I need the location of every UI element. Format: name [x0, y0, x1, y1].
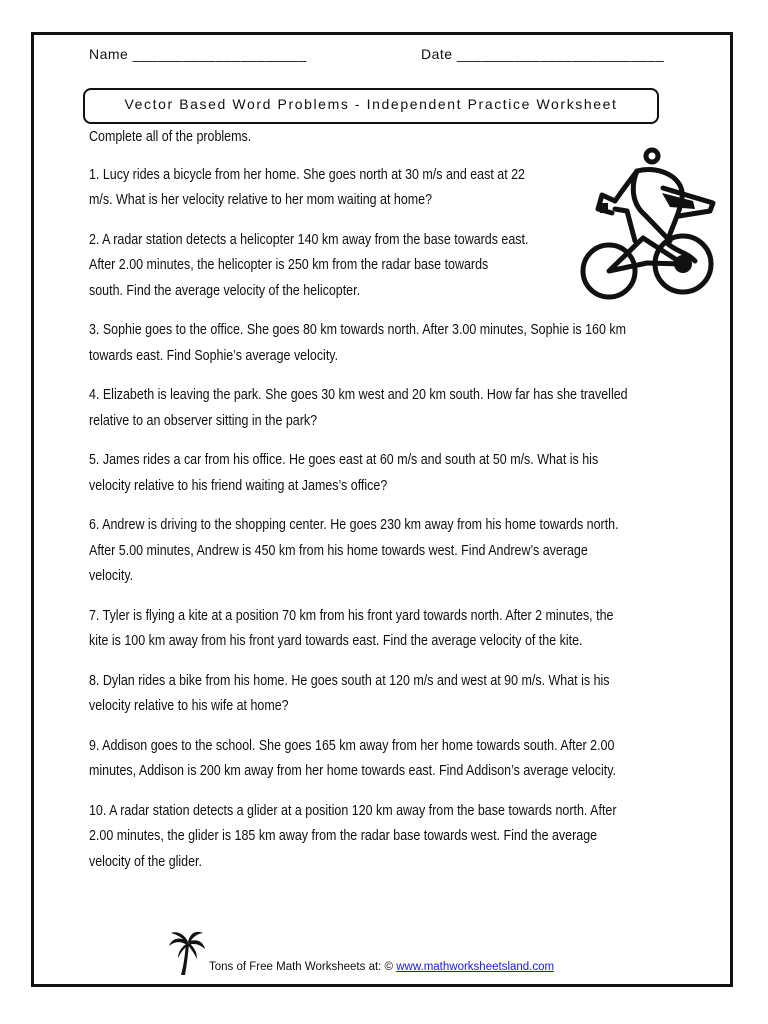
problem-7	[89, 604, 628, 655]
problem-line: relative to an observer sitting in the park?	[89, 412, 318, 429]
problem-line: 7. Tyler is flying a kite at a position 70 km from his front yard towards north. After 2 minutes, the	[89, 607, 614, 624]
footer	[168, 930, 608, 978]
problem-line: 10. A radar station detects a glider at a position 120 km away from the base towards north. After	[89, 802, 617, 819]
problem-line: towards east. Find Sophie’s average velocity.	[89, 347, 339, 364]
problem-1	[89, 163, 628, 214]
problem-5	[89, 448, 628, 499]
problem-line: velocity.	[89, 568, 134, 584]
name-field: Name _____________________	[89, 46, 307, 62]
problem-line: 4. Elizabeth is leaving the park. She goes 30 km west and 20 km south. How far has she travelled	[89, 387, 628, 403]
footer-credit: Tons of Free Math Worksheets at: ©	[209, 961, 397, 973]
problem-line: minutes, Addison is 200 km away from her home towards east. Find Addison’s average velocity.	[89, 763, 617, 779]
problem-line: After 5.00 minutes, Andrew is 450 km from his home towards west. Find Andrew’s average	[89, 542, 588, 559]
problem-3	[89, 318, 628, 369]
problem-6	[89, 513, 628, 590]
problem-line: velocity of the glider.	[89, 853, 202, 870]
problem-line: kite is 100 km away from his front yard towards east. Find the average velocity of the kite.	[89, 633, 583, 649]
problem-10	[89, 799, 628, 876]
problem-line: 2.00 minutes, the glider is 185 km away from the radar base towards west. Find the average	[89, 828, 598, 844]
palm-tree-icon	[168, 930, 206, 976]
worksheet-title: Vector Based Word Problems - Independent Practice Worksheet	[124, 96, 618, 112]
problem-line: m/s. What is her velocity relative to her mom waiting at home?	[89, 192, 433, 208]
problem-2	[89, 228, 628, 305]
problem-list-container	[89, 125, 628, 889]
bicycle-rider-icon	[575, 143, 721, 305]
problem-8	[89, 669, 628, 720]
footer-link[interactable]: www.mathworksheetsland.com	[396, 961, 555, 973]
problem-4	[89, 383, 628, 434]
problem-line: 5. James rides a car from his office. He goes east at 60 m/s and south at 50 m/s. What is his	[89, 452, 599, 468]
problem-line: 2. A radar station detects a helicopter 140 km away from the base towards east.	[89, 231, 529, 248]
problem-line: 8. Dylan rides a bike from his home. He goes south at 120 m/s and west at 90 m/s. What is his	[89, 672, 610, 689]
problem-line: velocity relative to his friend waiting at James’s office?	[89, 477, 388, 494]
problem-line: 6. Andrew is driving to the shopping center. He goes 230 km away from his home towards north.	[89, 517, 619, 533]
problem-line: 3. Sophie goes to the office. She goes 80 km towards north. After 3.00 minutes, Sophie is 160 km	[89, 322, 626, 338]
problem-line: 1. Lucy rides a bicycle from her home. She goes north at 30 m/s and east at 22	[89, 166, 526, 183]
problem-9	[89, 734, 628, 785]
instructions: Complete all of the problems.	[89, 129, 252, 145]
title-box	[83, 88, 659, 124]
problem-list	[89, 163, 628, 876]
date-field: Date _________________________	[421, 46, 665, 62]
problem-line: south. Find the average velocity of the helicopter.	[89, 282, 361, 299]
problem-line: 9. Addison goes to the school. She goes 165 km away from her home towards south. After 2.00	[89, 737, 615, 754]
problem-line: After 2.00 minutes, the helicopter is 250 km from the radar base towards	[89, 257, 489, 273]
problem-line: velocity relative to his wife at home?	[89, 698, 289, 714]
footer-text	[209, 961, 554, 973]
